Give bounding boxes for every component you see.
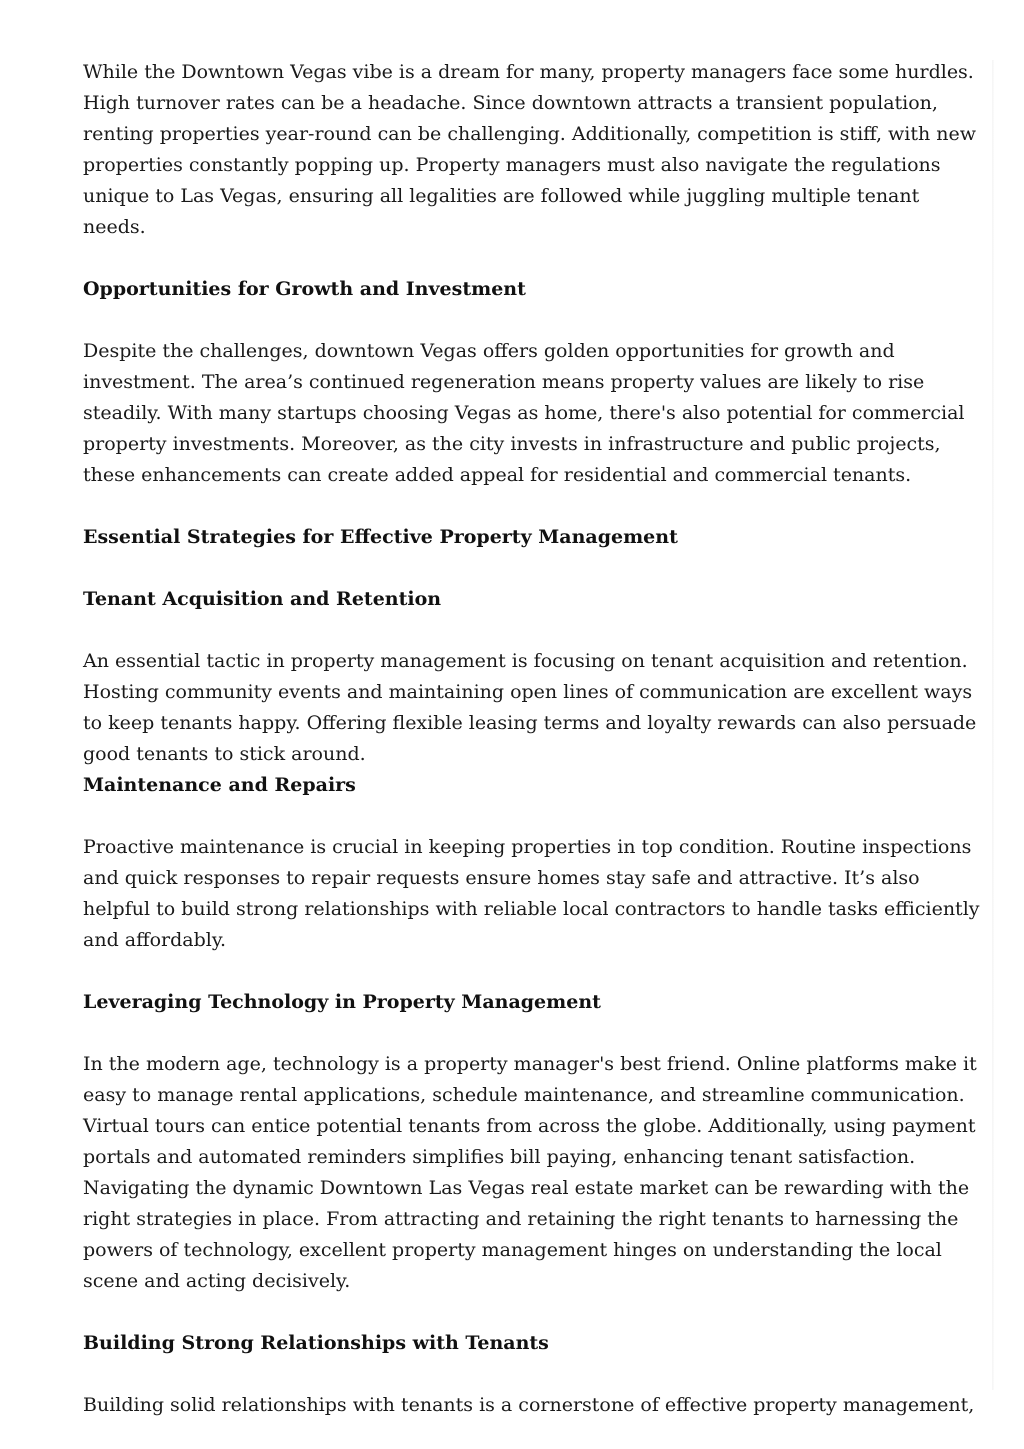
spacer [83,615,983,646]
spacer [83,1018,983,1049]
technology-paragraph: In the modern age, technology is a property manager's best friend. Online platforms make it easy to manage rental applications, schedule maintenance, and streamline communication. Virtual tours can entice potential tenants from across the globe. Additionally, using payment portals and automated reminders simplifies bill paying, enhancing tenant satisfaction. [83,1053,977,1168]
spacer [83,243,983,274]
tenant-heading: Tenant Acquisition and Retention [83,588,442,610]
maintenance-paragraph: Proactive maintenance is crucial in keeping properties in top condition. Routine inspections and quick responses to repair requests ensure homes stay safe and attractive. It’s also helpful to build strong relationships with reliable local contractors to handle tasks efficiently and affordably. [83,836,980,951]
opportunities-paragraph: Despite the challenges, downtown Vegas offers golden opportunities for growth and investment. The area’s continued regeneration means property values are likely to rise steadily. With many startups choosing Vegas as home, there's also potential for commercial property investments. Moreover, as the city invests in infrastructure and public projects, these enhancements can create added appeal for residential and commercial tenants. [83,340,965,486]
technology-heading: Leveraging Technology in Property Management [83,991,601,1013]
strategies-heading: Essential Strategies for Effective Property Management [83,526,678,548]
maintenance-heading: Maintenance and Repairs [83,774,356,796]
spacer [83,1359,983,1390]
spacer [83,956,983,987]
challenges-paragraph: While the Downtown Vegas vibe is a dream for many, property managers face some hurdles. High turnover rates can be a headache. Since downtown attracts a transient population, renting properties year-round can be challenging. Additionally, competition is stiff, with new properties constantly popping up. Property managers must also navigate the regulations unique to Las Vegas, ensuring all legalities are followed while juggling multiple tenant needs. [83,61,977,238]
tenant-paragraph: An essential tactic in property management is focusing on tenant acquisition and retention. Hosting community events and maintaining open lines of communication are excellent ways to keep tenants happy. Offering flexible leasing terms and loyalty rewards can also persuade good tenants to stick around. [83,650,977,765]
spacer [83,553,983,584]
document-body [83,57,983,1421]
relationships-paragraph: Building solid relationships with tenants is a cornerstone of effective property management, [83,1394,975,1416]
opportunities-heading: Opportunities for Growth and Investment [83,278,526,300]
navigating-paragraph: Navigating the dynamic Downtown Las Vegas real estate market can be rewarding with the right strategies in place. From attracting and retaining the right tenants to harnessing the powers of technology, excellent property management hinges on understanding the local scene and acting decisively. [83,1177,970,1292]
spacer [83,1297,983,1328]
spacer [83,305,983,336]
relationships-heading: Building Strong Relationships with Tenants [83,1332,549,1354]
page-edge [992,60,994,1390]
spacer [83,491,983,522]
spacer [83,801,983,832]
